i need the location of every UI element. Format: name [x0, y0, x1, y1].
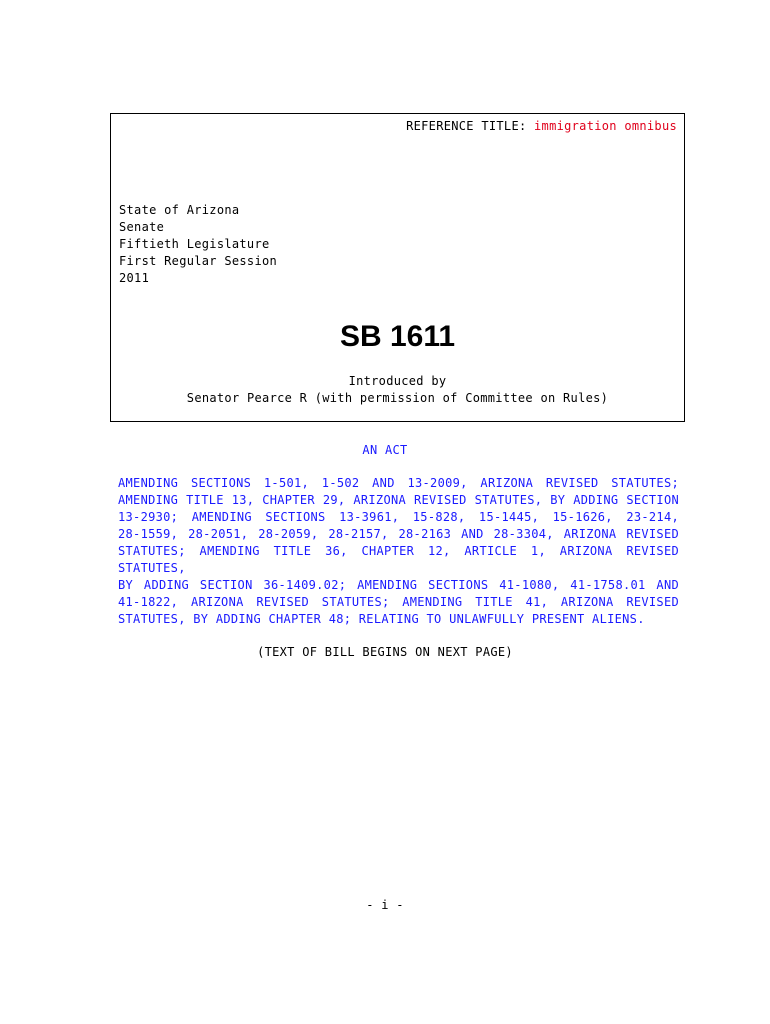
act-line: 41-1822, ARIZONA REVISED STATUTES; AMENDING TITLE 41, ARIZONA REVISED [118, 595, 679, 609]
state-line: State of Arizona [119, 203, 240, 217]
text-begins-note: (TEXT OF BILL BEGINS ON NEXT PAGE) [257, 645, 513, 659]
act-line: BY ADDING SECTION 36-1409.02; AMENDING SECTIONS 41-1080, 41-1758.01 AND [118, 578, 679, 592]
reference-title-label: REFERENCE TITLE: [406, 119, 527, 133]
page-number: - i - [366, 898, 404, 912]
legislature-line: Fiftieth Legislature [119, 237, 270, 251]
act-line: 28-1559, 28-2051, 28-2059, 28-2157, 28-2163 AND 28-3304, ARIZONA REVISED [118, 527, 679, 541]
bill-number: SB 1611 [339, 320, 456, 353]
chamber-line: Senate [119, 220, 165, 234]
session-info [119, 202, 277, 287]
year-line: 2011 [119, 271, 150, 285]
act-line: STATUTES, BY ADDING CHAPTER 48; RELATING TO UNLAWFULLY PRESENT ALIENS. [118, 612, 645, 626]
reference-title [406, 119, 677, 133]
sponsor: Senator Pearce R (with permission of Committee on Rules) [186, 391, 609, 405]
act-heading: AN ACT [362, 443, 408, 457]
bill-header-box [110, 113, 685, 422]
act-line: AMENDING TITLE 13, CHAPTER 29, ARIZONA REVISED STATUTES, BY ADDING SECTION [118, 493, 679, 507]
session-line: First Regular Session [119, 254, 278, 268]
act-line: 13-2930; AMENDING SECTIONS 13-3961, 15-828, 15-1445, 15-1626, 23-214, [118, 510, 679, 524]
introduced-by: Introduced by [348, 374, 447, 388]
reference-title-value: immigration omnibus [534, 119, 677, 133]
act-line: AMENDING SECTIONS 1-501, 1-502 AND 13-2009, ARIZONA REVISED STATUTES; [118, 476, 679, 490]
act-line: STATUTES; AMENDING TITLE 36, CHAPTER 12, ARTICLE 1, ARIZONA REVISED STATUTES, [118, 544, 679, 575]
introduction [111, 373, 684, 407]
act-description [118, 475, 679, 628]
